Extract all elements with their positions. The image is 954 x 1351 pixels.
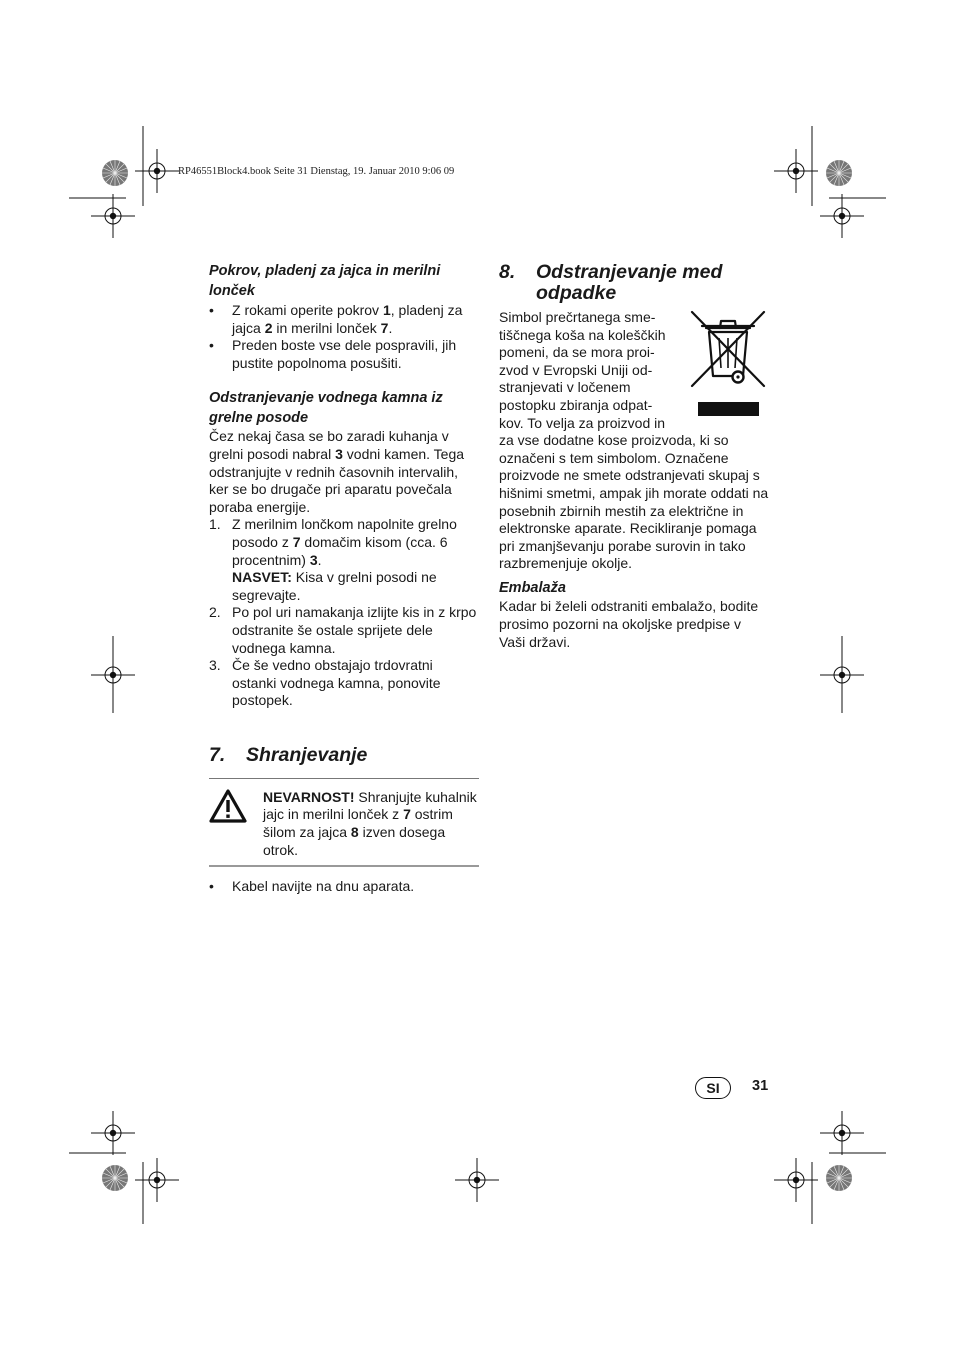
subheading-packaging: Embalaža (499, 579, 566, 596)
warning-text: NEVARNOST! Shranjujte kuhalnik jajc in merilni lonček z 7 ostrim šilom za jajca 8 izven dosega otrok. (263, 788, 477, 858)
subheading-descaling: Odstranjevanje vodnega kamna iz grelne posode (209, 390, 443, 426)
list-item: • Kabel navijte na dnu aparata. (209, 878, 479, 896)
list-item: 3. Če še vedno obstajajo trdovratni ostanki vodnega kamna, ponovite postopek. (209, 657, 441, 709)
left-column (209, 262, 479, 896)
list-item: 2. Po pol uri namakanja izlijte kis in z krpo odstranite še ostale sprijete dele vodnega kamna. (209, 604, 477, 656)
language-badge: SI (695, 1077, 731, 1099)
print-header: RP46551Block4.book Seite 31 Dienstag, 19. Januar 2010 9:06 09 (178, 166, 455, 177)
tip-label: NASVET: (232, 569, 292, 586)
section-heading-disposal: 8. Odstranjevanje med odpadke (499, 261, 723, 304)
list-item: 1. Z merilnim lončkom napolnite grelno posodo z 7 domačim kisom (cca. 6 procentnim) 3. NASVET: Kisa v grelni posodi ne segrevajte. (209, 516, 457, 603)
crossed-out-wheelie-bin-icon (688, 308, 770, 418)
descaling-steps (209, 516, 479, 710)
cleaning-bullet-list (209, 302, 479, 372)
list-item: • Preden boste vse dele pospravili, jih pustite popolnoma posušiti. (209, 337, 479, 372)
page-number: 31 (752, 1078, 769, 1094)
warning-triangle-icon (209, 789, 263, 859)
disposal-paragraph: Simbol prečrtanega sme- tiščnega koša na koleščkih pomeni, da se mora proi- zvod v Evropski Uniji od- stranjevati v ločenem postopku zbiranja odpat- kov. To velja za proizvod in za vse dodatne kose proizvoda, ki so označeni s tem simbolom. Označene proizvode ne smete odstranjevati skupaj s hišnimi smetmi, ampak jih morate oddati na posebnih zbirnih mestih za električne in elektronske aparate. Recikliranje pomaga pri zmanjševanju porabe surovin in tako razbremenjuje okolje. (499, 309, 769, 572)
danger-warning-box (209, 778, 479, 867)
descaling-paragraph: Čez nekaj časa se bo zaradi kuhanja v grelni posodi nabral 3 vodni kamen. Tega odstranjujte v rednih časovnih intervalih, ker se bo drugače pri aparatu povečala poraba energije. (209, 428, 465, 515)
list-item: • Z rokami operite pokrov 1, pladenj za jajca 2 in merilni lonček 7. (209, 302, 479, 337)
subheading-cleaning-lid: Pokrov, pladenj za jajca in merilni lonček (209, 263, 441, 299)
storage-bullet-list (209, 878, 479, 896)
section-heading-storage: 7. Shranjevanje (209, 743, 368, 766)
packaging-paragraph: Kadar bi želeli odstraniti embalažo, bodite prosimo pozorni na okoljske predpise v Vaši državi. (499, 598, 759, 650)
